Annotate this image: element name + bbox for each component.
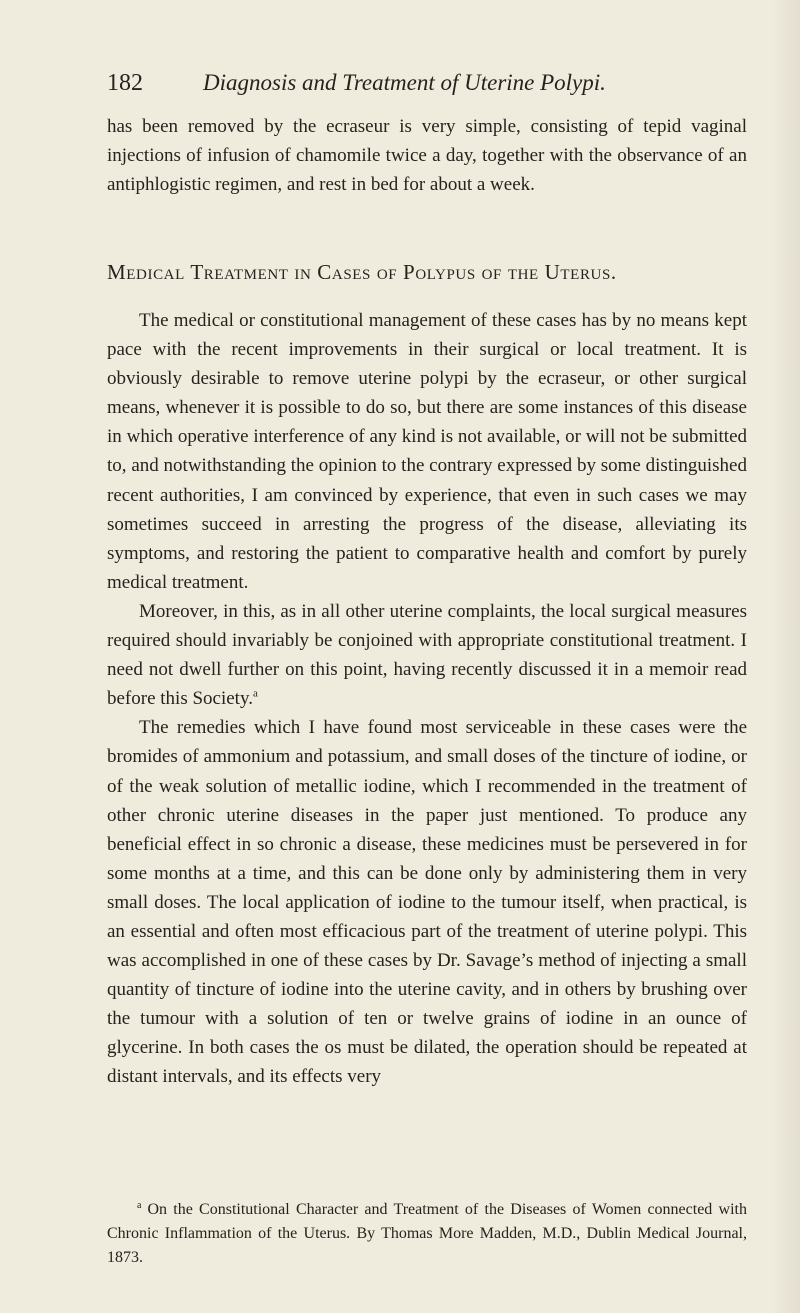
footnote	[107, 1198, 747, 1270]
paragraph-text: The remedies which I have found most serviceable in these cases were the bromides of ammonium and potassium, and small doses of the tincture of iodine, or of the weak solution of metallic iodine, which I recommended in the treatment of other chronic uterine diseases in the paper just mentioned. To produce any beneficial effect in so chronic a disease, these medicines must be persevered in for some months at a time, and this can be done only by administering them in very small doses. The local application of iodine to the tumour itself, when practical, is an essential and often most efficacious part of the treatment of uterine polypi. This was accomplished in one of these cases by Dr. Savage’s method of injecting a small quantity of tincture of iodine into the uterine cavity, and in others by brushing over the tumour with a solution of ten or twelve grains of iodine in an ounce of glycerine. In both cases the os must be dilated, the operation should be repeated at distant intervals, and its effects very	[107, 717, 747, 1088]
page-edge-shadow	[772, 0, 800, 1313]
footnote-text: On the Constitutional Character and Treatment of the Diseases of Women connected with Chronic Inflammation of the Uterus. By Thomas More Madden, M.D., Dublin Medical Journal, 1873.	[107, 1201, 747, 1266]
footnote-marker: a	[137, 1199, 142, 1211]
running-title: Diagnosis and Treatment of Uterine Polypi.	[203, 70, 606, 95]
page-number: 182	[107, 70, 143, 96]
page-header	[107, 68, 747, 108]
section-body	[107, 306, 747, 1092]
paragraph-medical-management	[107, 306, 747, 597]
footnote-reference[interactable]: a	[252, 687, 258, 700]
continuation-paragraph	[107, 112, 747, 199]
paragraph-text: Moreover, in this, as in all other uterine complaints, the local surgical measures required should invariably be conjoined with appropriate constitutional treatment. I need not dwell further on this point, having recently discussed it in a memoir read before this Society.	[107, 600, 747, 710]
paragraph-text: The medical or constitutional management of these cases has by no means kept pace with the recent improvements in their surgical or local treatment. It is obviously desirable to remove uterine polypi by the ecraseur, or other surgical means, whenever it is possible to do so, but there are some instances of this disease in which operative interference of any kind is not available, or will not be submitted to, and notwithstanding the opinion to the contrary expressed by some distinguished recent authorities, I am convinced by experience, that even in such cases we may sometimes succeed in arresting the progress of the disease, alleviating its symptoms, and restoring the patient to comparative health and comfort by purely medical treatment.	[107, 310, 747, 593]
section-heading: Medical Treatment in Cases of Polypus of the Uterus.	[107, 260, 617, 284]
paragraph-remedies	[107, 713, 747, 1091]
continuation-text: has been removed by the ecraseur is very simple, consisting of tepid vaginal injections of infusion of chamomile twice a day, together with the observance of an antiphlogistic regimen, and rest in bed for about a week.	[107, 116, 747, 196]
paragraph-constitutional-treatment	[107, 597, 747, 713]
